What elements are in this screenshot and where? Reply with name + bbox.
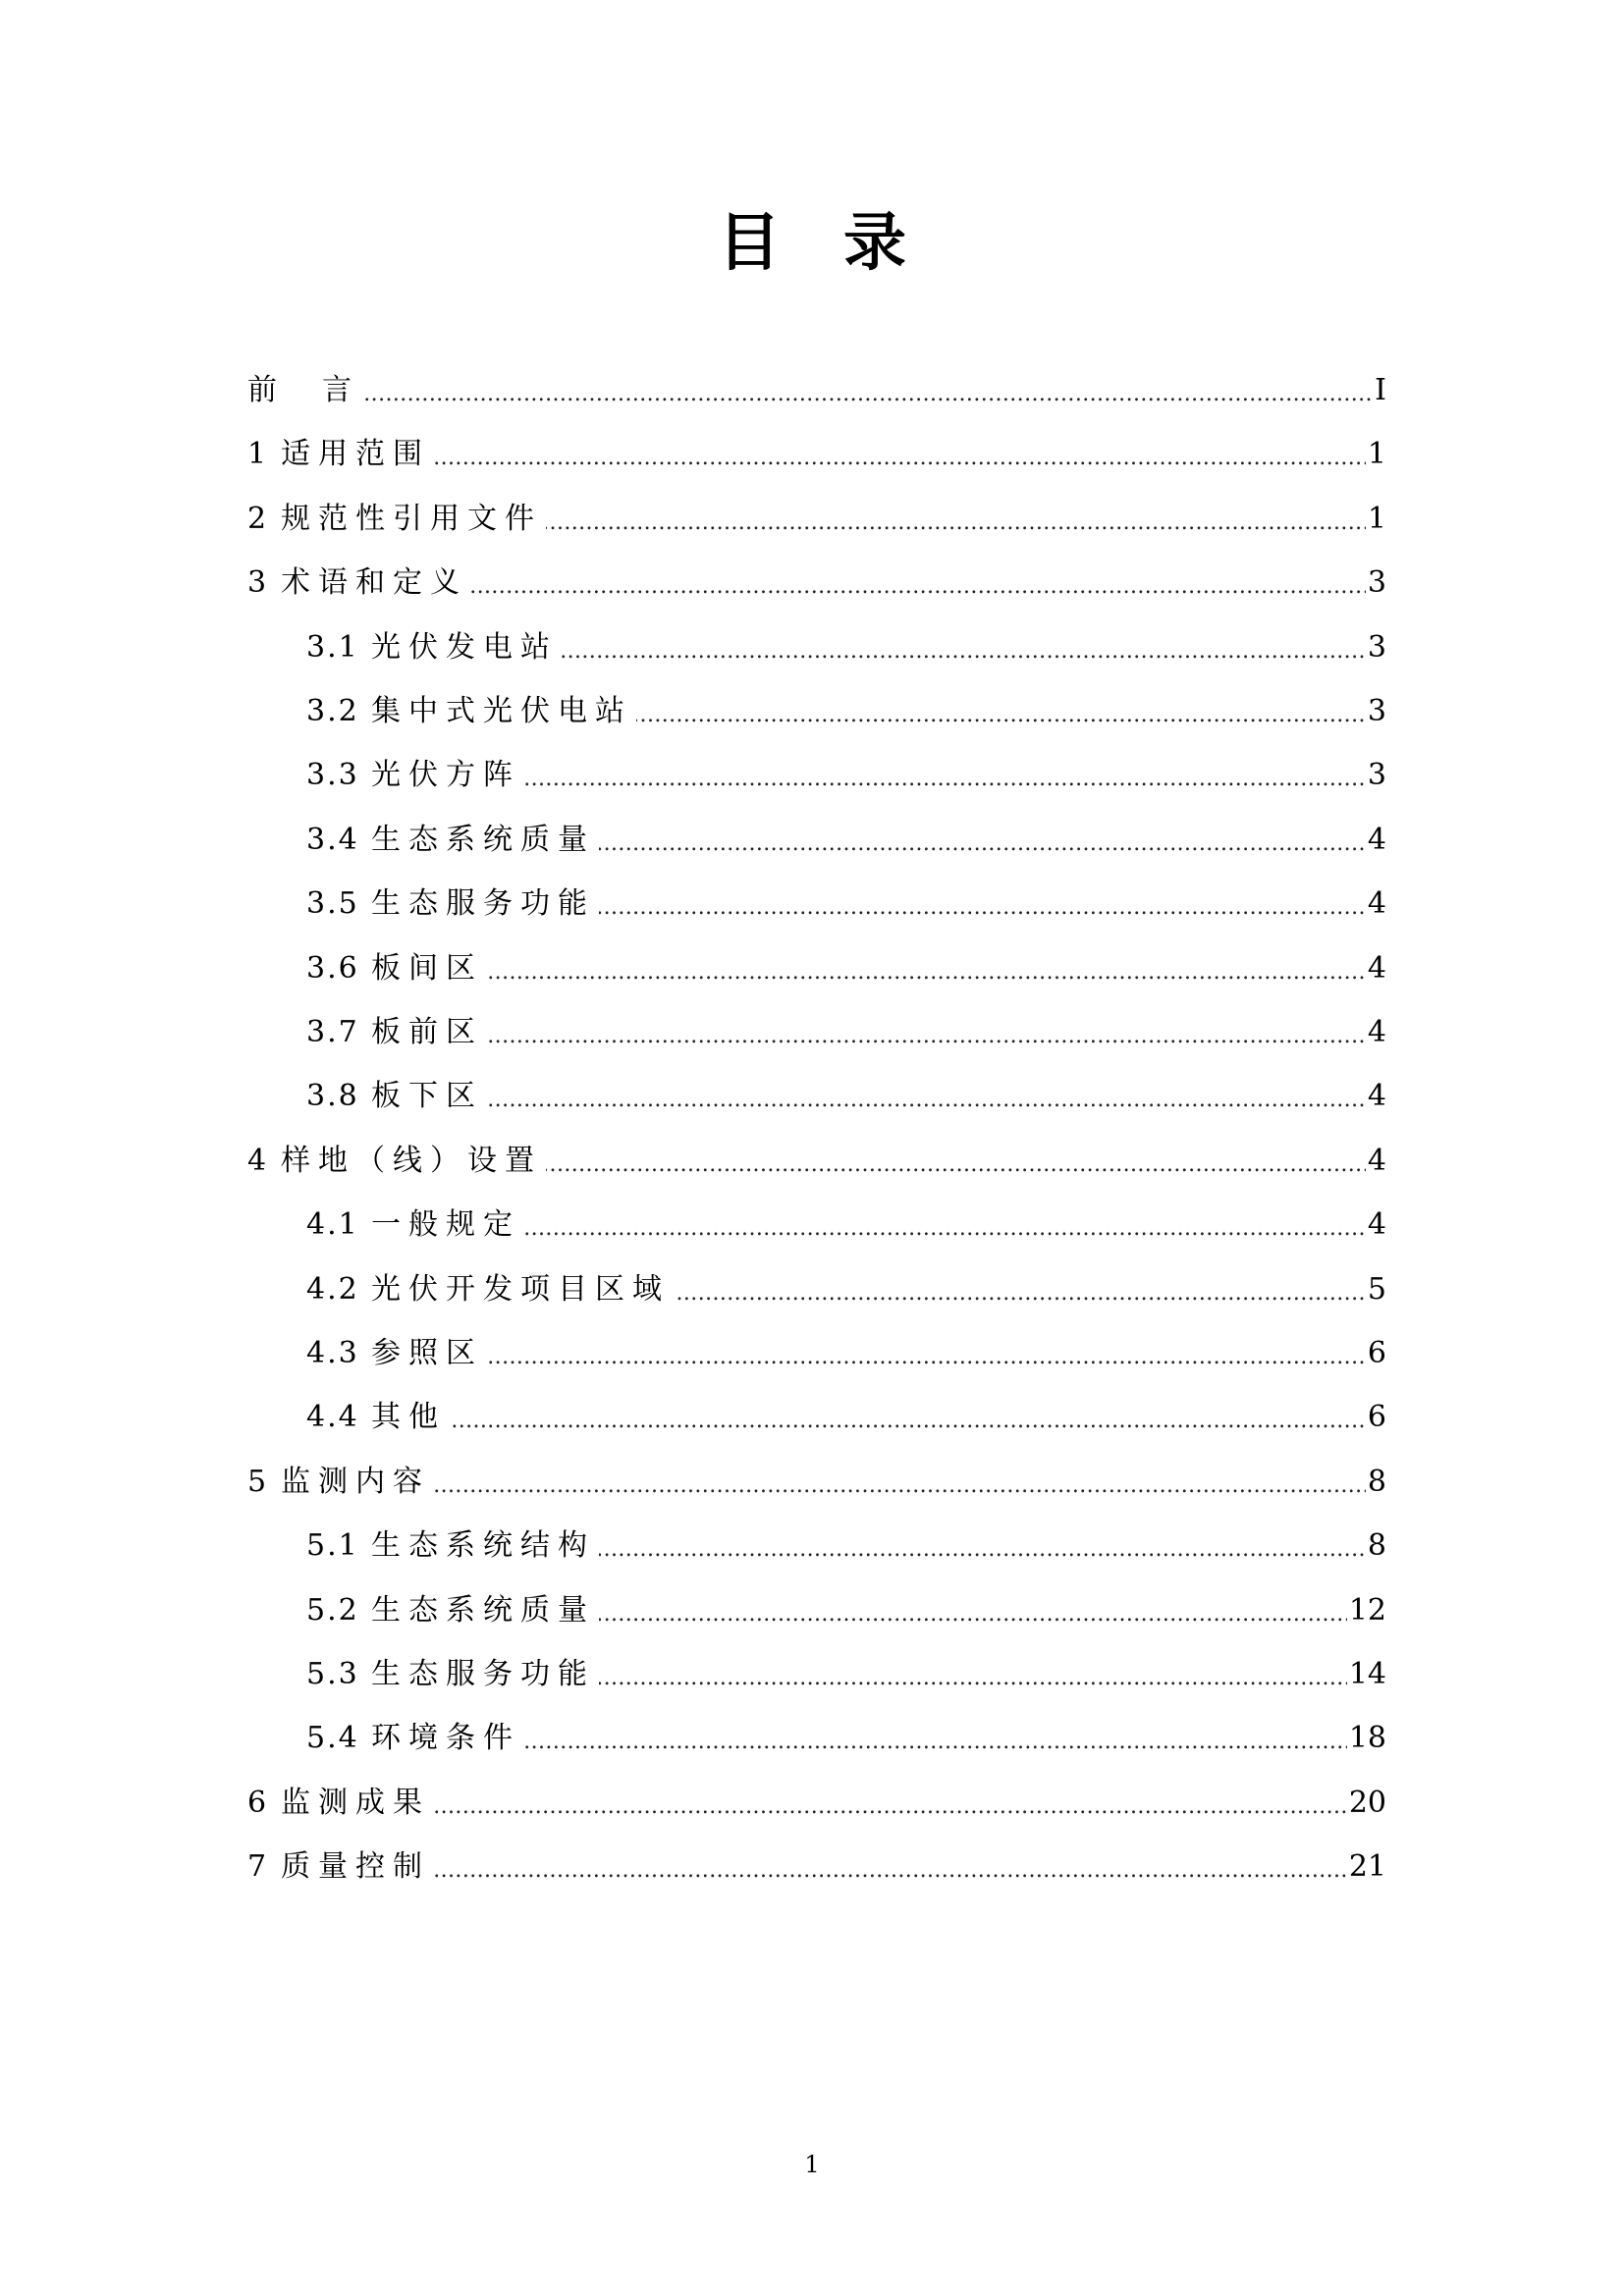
toc-entry-label: 板下区 <box>371 1071 487 1122</box>
toc-dot-leader <box>371 1392 1386 1443</box>
toc-entry-number: 5 <box>247 1464 269 1499</box>
toc-entry-number: 6 <box>247 1785 269 1820</box>
toc-entry-page-number: 4 <box>1366 1071 1386 1122</box>
toc-entry-page-number: I <box>1373 365 1386 416</box>
toc-entry[interactable] <box>0 1842 1624 1893</box>
toc-entry-page-number: 3 <box>1366 558 1386 609</box>
toc-entry-number: 2 <box>247 501 269 536</box>
toc-entry-page-number: 21 <box>1347 1842 1386 1893</box>
toc-entry-label: 质量控制 <box>281 1842 434 1893</box>
toc-entry-page-number: 4 <box>1366 1200 1386 1251</box>
page-footer-number: 1 <box>804 2151 820 2178</box>
toc-entry-number: 5.4 <box>306 1721 359 1756</box>
toc-entry-page-number: 6 <box>1366 1328 1386 1379</box>
toc-entry-label: 光伏方阵 <box>371 750 524 801</box>
toc-entry[interactable] <box>0 1071 1624 1122</box>
toc-entry[interactable] <box>0 1200 1624 1251</box>
toc-entry-number: 3.7 <box>306 1015 359 1049</box>
toc-entry-number: 3.3 <box>306 758 359 793</box>
toc-entry-label: 前 言 <box>247 365 363 416</box>
toc-entry-page-number: 3 <box>1366 750 1386 801</box>
toc-dot-leader <box>281 1842 1386 1893</box>
toc-entry-number: 3.1 <box>306 629 359 665</box>
toc-entry-label: 参照区 <box>371 1328 487 1379</box>
toc-entry-page-number: 8 <box>1366 1521 1386 1572</box>
toc-entry-label: 监测内容 <box>281 1457 434 1508</box>
toc-entry-page-number: 4 <box>1366 943 1386 994</box>
page-title <box>0 204 1624 283</box>
toc-entry[interactable] <box>0 1585 1624 1636</box>
toc-entry-page-number: 18 <box>1347 1713 1386 1764</box>
toc-entry-label: 适用范围 <box>281 429 434 480</box>
toc-entry-page-number: 12 <box>1347 1585 1386 1636</box>
toc-entry[interactable] <box>0 429 1624 480</box>
toc-entry[interactable] <box>0 622 1624 673</box>
toc-entry[interactable] <box>0 1713 1624 1764</box>
toc-entry-label: 一般规定 <box>371 1200 524 1251</box>
toc-entry-number: 3.6 <box>306 950 359 986</box>
toc-entry[interactable] <box>0 815 1624 866</box>
toc-entry-page-number: 5 <box>1366 1264 1386 1315</box>
toc-entry-number: 3.8 <box>306 1079 359 1114</box>
title-char-2: 录 <box>843 206 906 280</box>
toc-entry-page-number: 4 <box>1366 879 1386 930</box>
toc-entry-page-number: 4 <box>1366 1136 1386 1187</box>
toc-entry[interactable] <box>0 1136 1624 1187</box>
toc-entry-page-number: 1 <box>1366 494 1386 545</box>
toc-entry-page-number: 14 <box>1347 1649 1386 1700</box>
toc-entry-label: 光伏发电站 <box>371 622 562 673</box>
toc-entry[interactable] <box>0 365 1624 416</box>
toc-entry-number: 7 <box>247 1849 269 1885</box>
toc-entry[interactable] <box>0 1392 1624 1443</box>
toc-entry-label: 生态服务功能 <box>371 1649 599 1700</box>
toc-entry-number: 5.3 <box>306 1657 359 1691</box>
toc-entry[interactable] <box>0 943 1624 994</box>
toc-entry-label: 集中式光伏电站 <box>371 686 636 737</box>
toc-dot-leader <box>371 1071 1386 1122</box>
toc-entry-label: 光伏开发项目区域 <box>371 1264 674 1315</box>
toc-dot-leader <box>371 1328 1386 1379</box>
toc-entry-number: 4.2 <box>306 1271 359 1307</box>
toc-entry-number: 1 <box>247 437 269 472</box>
toc-entry-page-number: 4 <box>1366 815 1386 866</box>
toc-entry-label: 环境条件 <box>371 1713 524 1764</box>
toc-entry-number: 3.4 <box>306 822 359 857</box>
toc-entry[interactable] <box>0 1328 1624 1379</box>
toc-entry-label: 监测成果 <box>281 1778 434 1829</box>
toc-entry-label: 术语和定义 <box>281 558 471 609</box>
toc-entry[interactable] <box>0 879 1624 930</box>
toc-entry-number: 3.5 <box>306 886 359 922</box>
toc-entry-number: 3 <box>247 565 269 601</box>
toc-entry-label: 生态服务功能 <box>371 879 599 930</box>
title-char-1: 目 <box>718 206 781 280</box>
toc-dot-leader <box>247 365 1386 416</box>
toc-entry-number: 4.4 <box>306 1400 359 1435</box>
toc-entry-number: 5.2 <box>306 1592 359 1628</box>
toc-entry-page-number: 3 <box>1366 622 1386 673</box>
toc-entry[interactable] <box>0 750 1624 801</box>
toc-dot-leader <box>281 429 1386 480</box>
toc-entry-page-number: 20 <box>1347 1778 1386 1829</box>
toc-entry[interactable] <box>0 558 1624 609</box>
toc-dot-leader <box>281 1778 1386 1829</box>
toc-entry-label: 生态系统质量 <box>371 1585 599 1636</box>
toc-entry-page-number: 3 <box>1366 686 1386 737</box>
toc-entry-page-number: 6 <box>1366 1392 1386 1443</box>
toc-dot-leader <box>371 1007 1386 1058</box>
toc-entry-number: 4 <box>247 1143 269 1178</box>
toc-entry[interactable] <box>0 1264 1624 1315</box>
toc-entry-number: 5.1 <box>306 1528 359 1564</box>
toc-entry-label: 规范性引用文件 <box>281 494 546 545</box>
toc-entry-label: 其他 <box>371 1392 450 1443</box>
toc-entry[interactable] <box>0 494 1624 545</box>
toc-entry[interactable] <box>0 1649 1624 1700</box>
toc-entry-label: 生态系统质量 <box>371 815 599 866</box>
toc-entry-label: 板前区 <box>371 1007 487 1058</box>
toc-dot-leader <box>281 1457 1386 1508</box>
toc-dot-leader <box>371 943 1386 994</box>
toc-entry[interactable] <box>0 1007 1624 1058</box>
toc-entry[interactable] <box>0 1521 1624 1572</box>
toc-entry-label: 样地（线）设置 <box>281 1136 546 1187</box>
toc-entry[interactable] <box>0 686 1624 737</box>
toc-entry-number: 4.1 <box>306 1207 359 1243</box>
toc-entry-page-number: 4 <box>1366 1007 1386 1058</box>
toc-entry[interactable] <box>0 1457 1624 1508</box>
toc-entry-label: 板间区 <box>371 943 487 994</box>
toc-entry-page-number: 8 <box>1366 1457 1386 1508</box>
toc-entry-number: 4.3 <box>306 1336 359 1370</box>
toc-entry[interactable] <box>0 1778 1624 1829</box>
toc-entry-label: 生态系统结构 <box>371 1521 599 1572</box>
toc-entry-number: 3.2 <box>306 694 359 728</box>
toc-entry-page-number: 1 <box>1366 429 1386 480</box>
